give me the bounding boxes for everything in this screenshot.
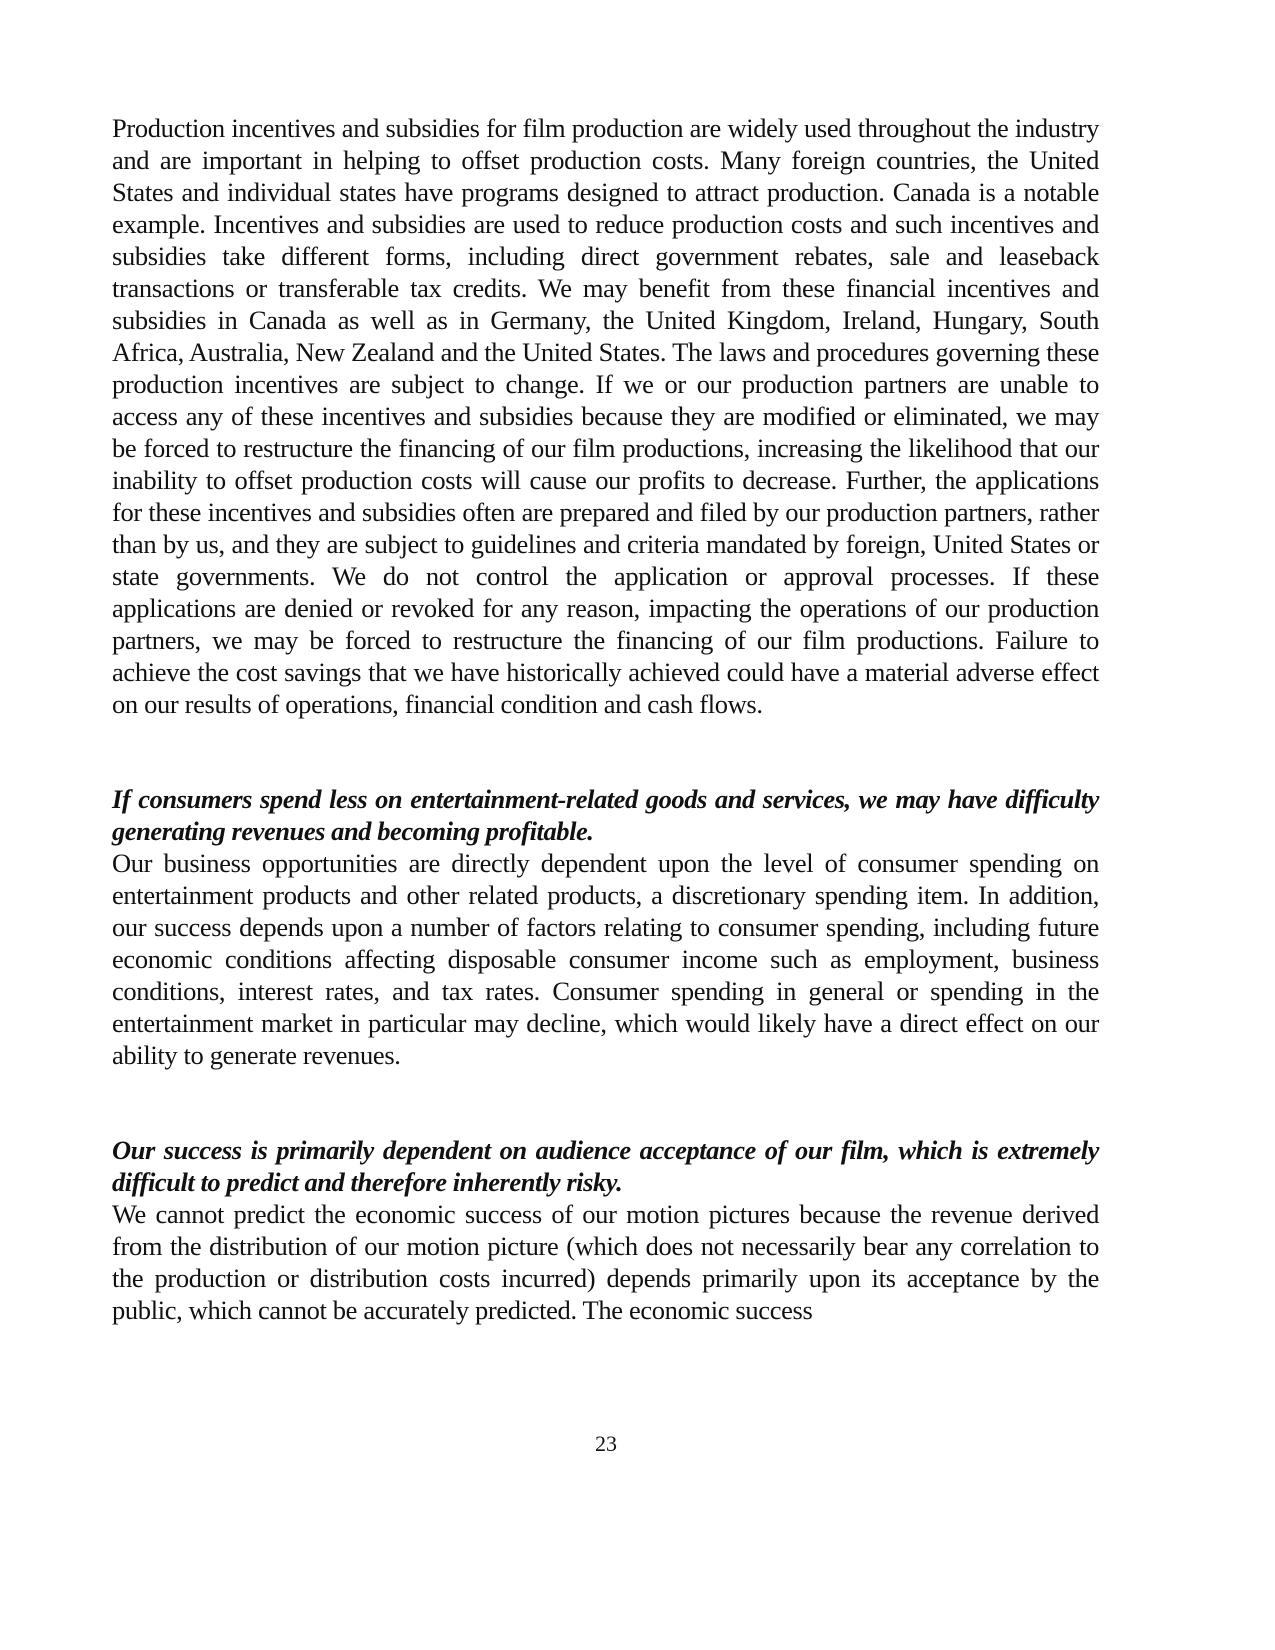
page-number: 23: [595, 1431, 617, 1456]
section-gap: [112, 720, 1099, 783]
paragraph-consumer-spending: Our business opportunities are directly dependent upon the level of consumer spending on entertainment products and other related products, a discretionary spending item. In addition, our success depends upon a number of factors relating to consumer spending, including future economic conditions affecting disposable consumer income such as employment, business conditions, interest rates, and tax rates. Consumer spending in general or spending in the entertainment market in particular may decline, which would likely have a direct effect on our ability to generate revenues.: [112, 848, 1099, 1070]
risk-heading-audience-acceptance: Our success is primarily dependent on audience acceptance of our film, which is extremely difficult to predict and therefore inherently risky.: [112, 1135, 1099, 1197]
paragraph-audience-acceptance: We cannot predict the economic success of our motion pictures because the revenue derived from the distribution of our motion picture (which does not necessarily bear any correlation to the production or distribution costs incurred) depends primarily upon its acceptance by the public, which cannot be accurately predicted. The economic success: [112, 1199, 1099, 1325]
risk-heading-consumer-spending: If consumers spend less on entertainment-related goods and services, we may have difficulty generating revenues and becoming profitable.: [112, 784, 1099, 846]
section-gap: [112, 1071, 1099, 1134]
paragraph-production-incentives: Production incentives and subsidies for film production are widely used throughout the industry and are important in helping to offset production costs. Many foreign countries, the United States and individual states have programs designed to attract production. Canada is a notable example. Incentives and subsidies are used to reduce production costs and such incentives and subsidies take different forms, including direct government rebates, sale and leaseback transactions or transferable tax credits. We may benefit from these financial incentives and subsidies in Canada as well as in Germany, the United Kingdom, Ireland, Hungary, South Africa, Australia, New Zealand and the United States. The laws and procedures governing these production incentives are subject to change. If we or our production partners are unable to access any of these incentives and subsidies because they are modified or eliminated, we may be forced to restructure the financing of our film productions, increasing the likelihood that our inability to offset production costs will cause our profits to decrease. Further, the applications for these incentives and subsidies often are prepared and filed by our production partners, rather than by us, and they are subject to guidelines and criteria mandated by foreign, United States or state governments. We do not control the application or approval processes. If these applications are denied or revoked for any reason, impacting the operations of our production partners, we may be forced to restructure the financing of our film productions. Failure to achieve the cost savings that we have historically achieved could have a material adverse effect on our results of operations, financial condition and cash flows.: [112, 113, 1099, 719]
document-page: [112, 112, 1099, 1326]
